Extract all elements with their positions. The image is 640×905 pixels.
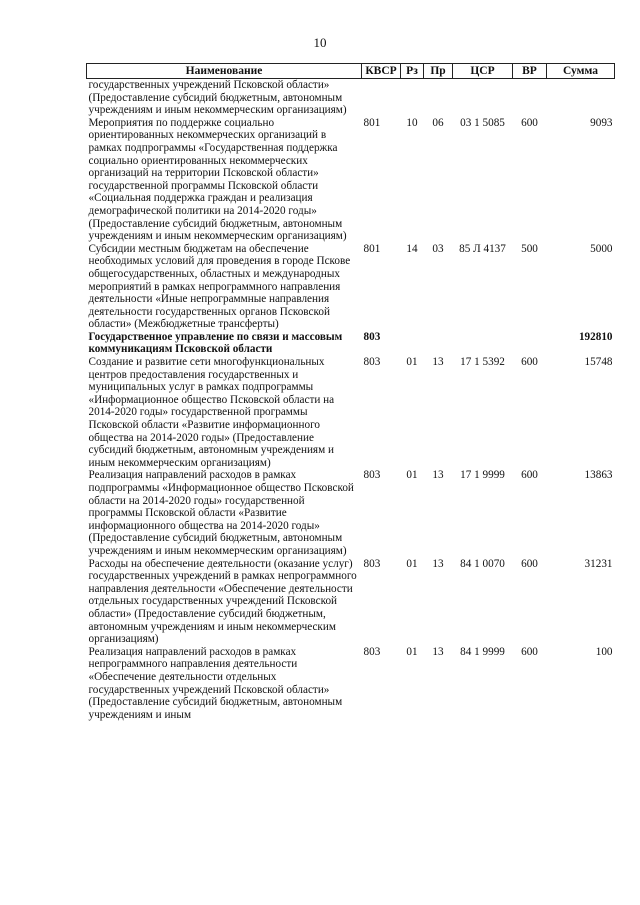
cell-pr: 13 <box>432 356 444 369</box>
cell-kvsr: 803 <box>363 645 381 658</box>
cell-vr: 500 <box>521 242 538 255</box>
cell-sum: 15748 <box>584 356 613 369</box>
table-row <box>87 356 615 469</box>
cell-pr: 13 <box>432 557 444 570</box>
cell-name: Расходы на обеспечение деятельности (оказание услуг) государственных учреждений в рамках непрограммного направления деятельности «Обеспечение деятельности отдельных государственных учреждений Псковской области» (Предоставление субсидий бюджетным, автономным учреждениям и иным некоммерческим организациям) <box>88 557 357 646</box>
cell-vr: 600 <box>521 645 538 658</box>
cell-csr: 17 1 9999 <box>460 469 505 482</box>
cell-rz <box>401 79 424 117</box>
header-pr: Пр <box>424 64 453 79</box>
page-number: 10 <box>313 35 327 50</box>
table-row <box>87 558 615 646</box>
cell-csr <box>453 331 513 356</box>
cell-sum: 5000 <box>590 242 613 255</box>
cell-vr: 600 <box>521 557 538 570</box>
cell-pr: 13 <box>432 469 444 482</box>
cell-pr <box>424 79 453 117</box>
cell-rz: 14 <box>406 242 418 255</box>
header-sum: Сумма <box>547 64 615 79</box>
table-row <box>87 469 615 557</box>
cell-csr: 84 1 0070 <box>460 557 505 570</box>
cell-rz: 01 <box>406 356 418 369</box>
cell-pr <box>424 331 453 356</box>
header-rz: Рз <box>401 64 424 79</box>
cell-name: Государственное управление по связи и массовым коммуникациям Псковской области <box>88 330 343 356</box>
cell-sum: 31231 <box>584 557 613 570</box>
cell-pr: 06 <box>432 116 444 129</box>
cell-kvsr: 803 <box>363 330 381 343</box>
cell-vr <box>513 79 547 117</box>
table-row <box>87 117 615 243</box>
cell-name: Реализация направлений расходов в рамках подпрограммы «Информационное общество Псковской области на 2014-2020 годы» государственной программы Псковской области «Развитие информационного общества на 2014-2020 годы» (Предоставление субсидий бюджетным, автономным учреждениям и иным некоммерческим организациям) <box>88 469 354 557</box>
cell-sum: 192810 <box>578 330 613 343</box>
cell-rz: 01 <box>406 645 418 658</box>
cell-sum: 9093 <box>590 116 613 129</box>
budget-table <box>86 63 615 721</box>
cell-csr: 03 1 5085 <box>460 116 505 129</box>
cell-name: Мероприятия по поддержке социально ориентированных некоммерческих организаций в рамках подпрограммы «Государственная поддержка социально ориентированных некоммерческих организаций на территории Псковской области» государственной программы Псковской области «Социальная поддержка граждан и реализация демографической политики на 2014-2020 годы» (Предоставление субсидий бюджетным, автономным учреждениям и иным некоммерческим организациям) <box>88 116 347 243</box>
table-row <box>87 79 615 117</box>
table-row <box>87 243 615 331</box>
table-row <box>87 646 615 722</box>
cell-name: Создание и развитие сети многофункциональных центров предоставления государственных и муниципальных услуг в рамках подпрограммы «Информационное общество Псковской области на 2014-2020 годы» государственной программы Псковской области «Развитие информационного общества на 2014-2020 годы» (Предоставление субсидий бюджетным, автономным учреждениям и иным некоммерческим организациям) <box>88 356 335 469</box>
cell-rz: 10 <box>406 116 418 129</box>
cell-kvsr <box>362 79 401 117</box>
cell-sum: 13863 <box>584 469 613 482</box>
cell-name: государственных учреждений Псковской области» (Предоставление субсидий бюджетным, автономным учреждениям и иным некоммерческим организациям) <box>88 79 347 117</box>
cell-csr: 85 Л 4137 <box>459 242 506 255</box>
cell-rz: 01 <box>406 557 418 570</box>
cell-pr: 13 <box>432 645 444 658</box>
cell-csr: 84 1 9999 <box>460 645 505 658</box>
table-row <box>87 331 615 356</box>
cell-rz <box>401 331 424 356</box>
cell-vr: 600 <box>521 116 538 129</box>
cell-vr <box>513 331 547 356</box>
cell-csr: 17 1 5392 <box>460 356 505 369</box>
cell-csr <box>453 79 513 117</box>
cell-rz: 01 <box>406 469 418 482</box>
header-kvsr: КВСР <box>362 64 401 79</box>
header-vr: ВР <box>513 64 547 79</box>
cell-name: Реализация направлений расходов в рамках непрограммного направления деятельности «Обеспечение деятельности отдельных государственных учреждений Псковской области» (Предоставление субсидий бюджетным, автономным учреждениям и иным <box>88 645 343 721</box>
cell-sum: 100 <box>595 645 613 658</box>
header-name: Наименование <box>87 64 362 79</box>
cell-kvsr: 801 <box>363 242 381 255</box>
cell-kvsr: 803 <box>363 557 381 570</box>
cell-pr: 03 <box>432 242 444 255</box>
cell-vr: 600 <box>521 469 538 482</box>
cell-kvsr: 801 <box>363 116 381 129</box>
cell-name: Субсидии местным бюджетам на обеспечение необходимых условий для проведения в городе Пскове общегосударственных, областных и международных мероприятий в рамках непрограммного направления деятельности «Иные непрограммные направления деятельности государственных органов Псковской области» (Межбюджетные трансферты) <box>88 242 351 331</box>
cell-kvsr: 803 <box>363 356 381 369</box>
header-csr: ЦСР <box>453 64 513 79</box>
cell-kvsr: 803 <box>363 469 381 482</box>
table-header-row <box>87 64 615 79</box>
cell-vr: 600 <box>521 356 538 369</box>
cell-sum <box>547 79 615 117</box>
